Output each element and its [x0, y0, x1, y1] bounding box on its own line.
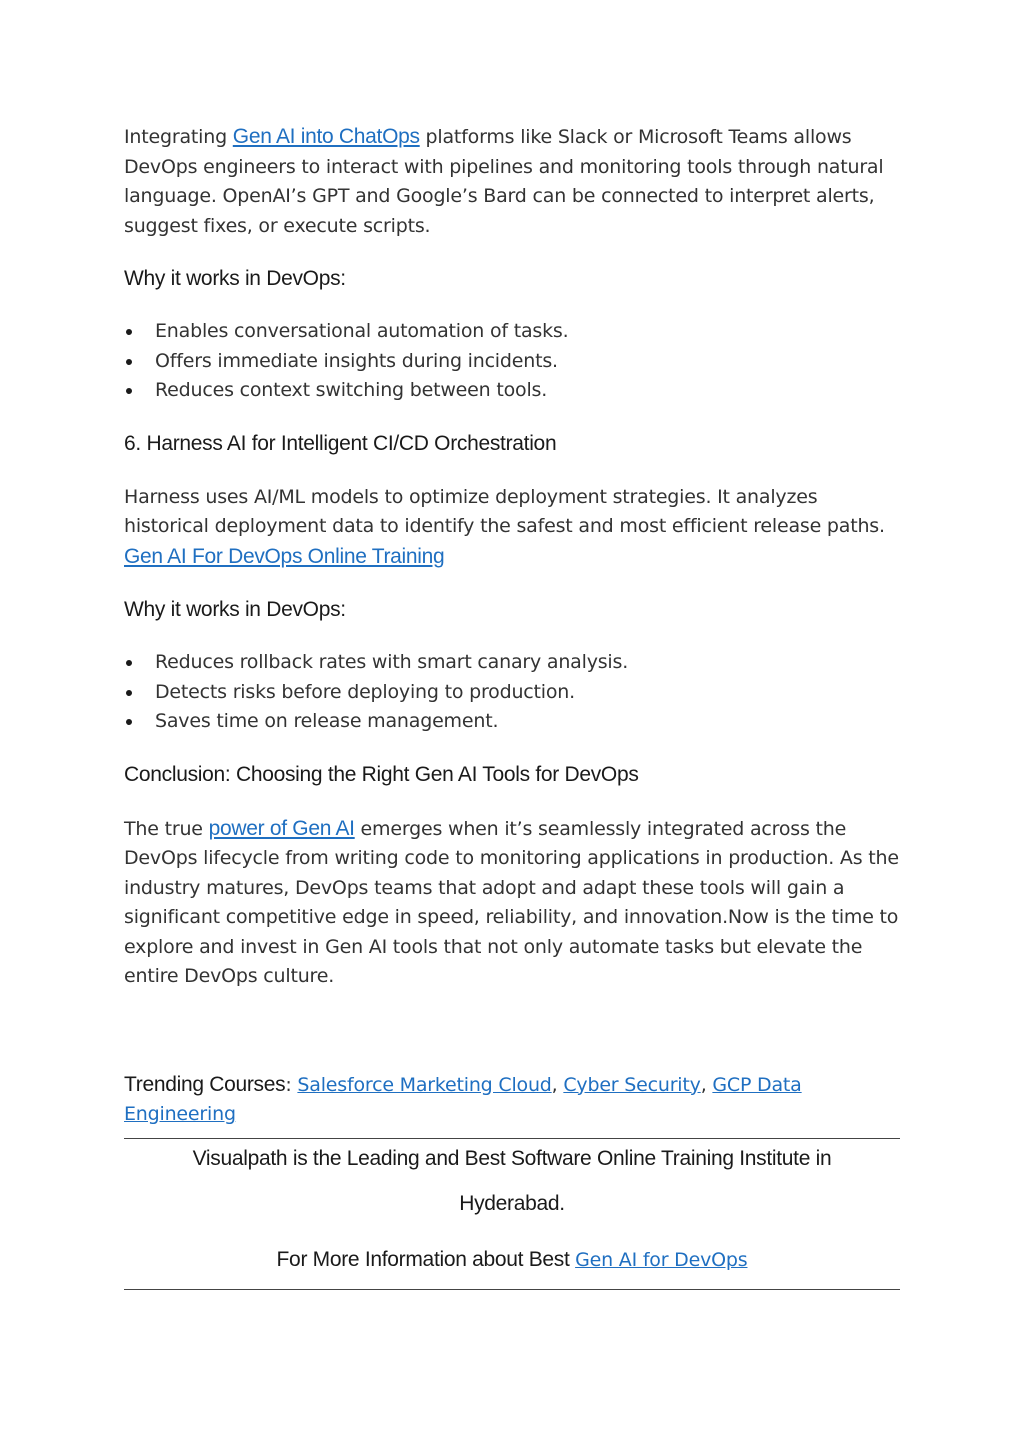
bullet-icon [126, 388, 132, 394]
chatops-paragraph [124, 122, 900, 241]
gcp-data-engineering-link[interactable]: GCP Data Engineering [124, 1073, 802, 1125]
list-item: Detects risks before deploying to production. [124, 678, 900, 708]
gen-ai-chatops-link[interactable]: Gen AI into ChatOps [232, 125, 420, 148]
chatops-text-after: platforms like Slack or Microsoft Teams allows DevOps engineers to interact with pipelines and monitoring tools through natural language. OpenAI’s GPT and Google’s Bard can be connected to interpret alerts, suggest fixes, or execute scripts. [124, 126, 884, 237]
list-item: Saves time on release management. [124, 707, 900, 737]
separator: , [700, 1073, 713, 1096]
harness-text: Harness uses AI/ML models to optimize deployment strategies. It analyzes historical deployment data to identify the safest and most efficient release paths. [124, 485, 885, 537]
bullet-icon [126, 359, 132, 365]
gen-ai-devops-training-link[interactable]: Gen AI For DevOps Online Training [124, 544, 445, 568]
trending-courses [124, 1070, 900, 1130]
document-page [124, 122, 900, 1290]
harness-heading: 6. Harness AI for Intelligent CI/CD Orchestration [124, 431, 557, 455]
more-info-label: For More Information about Best [276, 1247, 576, 1271]
why-heading-chatops: Why it works in DevOps: [124, 267, 346, 290]
bullet-icon [126, 329, 132, 335]
list-item: Reduces rollback rates with smart canary analysis. [124, 648, 900, 678]
bullet-icon [126, 660, 132, 666]
power-of-gen-ai-link[interactable]: power of Gen AI [208, 816, 355, 840]
list-item: Reduces context switching between tools. [124, 376, 900, 406]
harness-paragraph [124, 483, 900, 573]
conclusion-heading: Conclusion: Choosing the Right Gen AI Tools for DevOps [124, 762, 639, 786]
footer-line-1: Visualpath is the Leading and Best Software Online Training Institute in [192, 1146, 832, 1170]
footer-bottom-divider [124, 1289, 900, 1290]
more-info-line [124, 1244, 900, 1277]
footer-top-divider [124, 1138, 900, 1139]
list-item: Enables conversational automation of tasks. [124, 317, 900, 347]
salesforce-marketing-cloud-link[interactable]: Salesforce Marketing Cloud [297, 1073, 552, 1096]
why-heading-harness: Why it works in DevOps: [124, 598, 346, 621]
harness-bullet-list [124, 648, 900, 737]
trending-label: Trending Courses [124, 1072, 286, 1096]
conclusion-text-after: emerges when it’s seamlessly integrated across the DevOps lifecycle from writing code to monitoring applications in production. As the industry matures, DevOps teams that adopt and adapt these tools will gain a significant competitive edge in speed, reliability, and innovation.Now is the time to explore and invest in Gen AI tools that not only automate tasks but elevate the entire DevOps culture. [124, 817, 899, 987]
bullet-icon [126, 719, 132, 725]
bullet-icon [126, 690, 132, 696]
trending-colon: : [285, 1073, 298, 1096]
chatops-text-before: Integrating [124, 126, 233, 148]
cyber-security-link[interactable]: Cyber Security [563, 1073, 701, 1096]
conclusion-text-before: The true [124, 817, 209, 840]
footer-line-2: Hyderabad. [459, 1191, 565, 1215]
conclusion-paragraph [124, 814, 900, 992]
separator: , [551, 1073, 564, 1096]
gen-ai-for-devops-link[interactable]: Gen AI for DevOps [575, 1248, 748, 1271]
list-item: Offers immediate insights during incidents. [124, 347, 900, 377]
chatops-bullet-list [124, 317, 900, 406]
